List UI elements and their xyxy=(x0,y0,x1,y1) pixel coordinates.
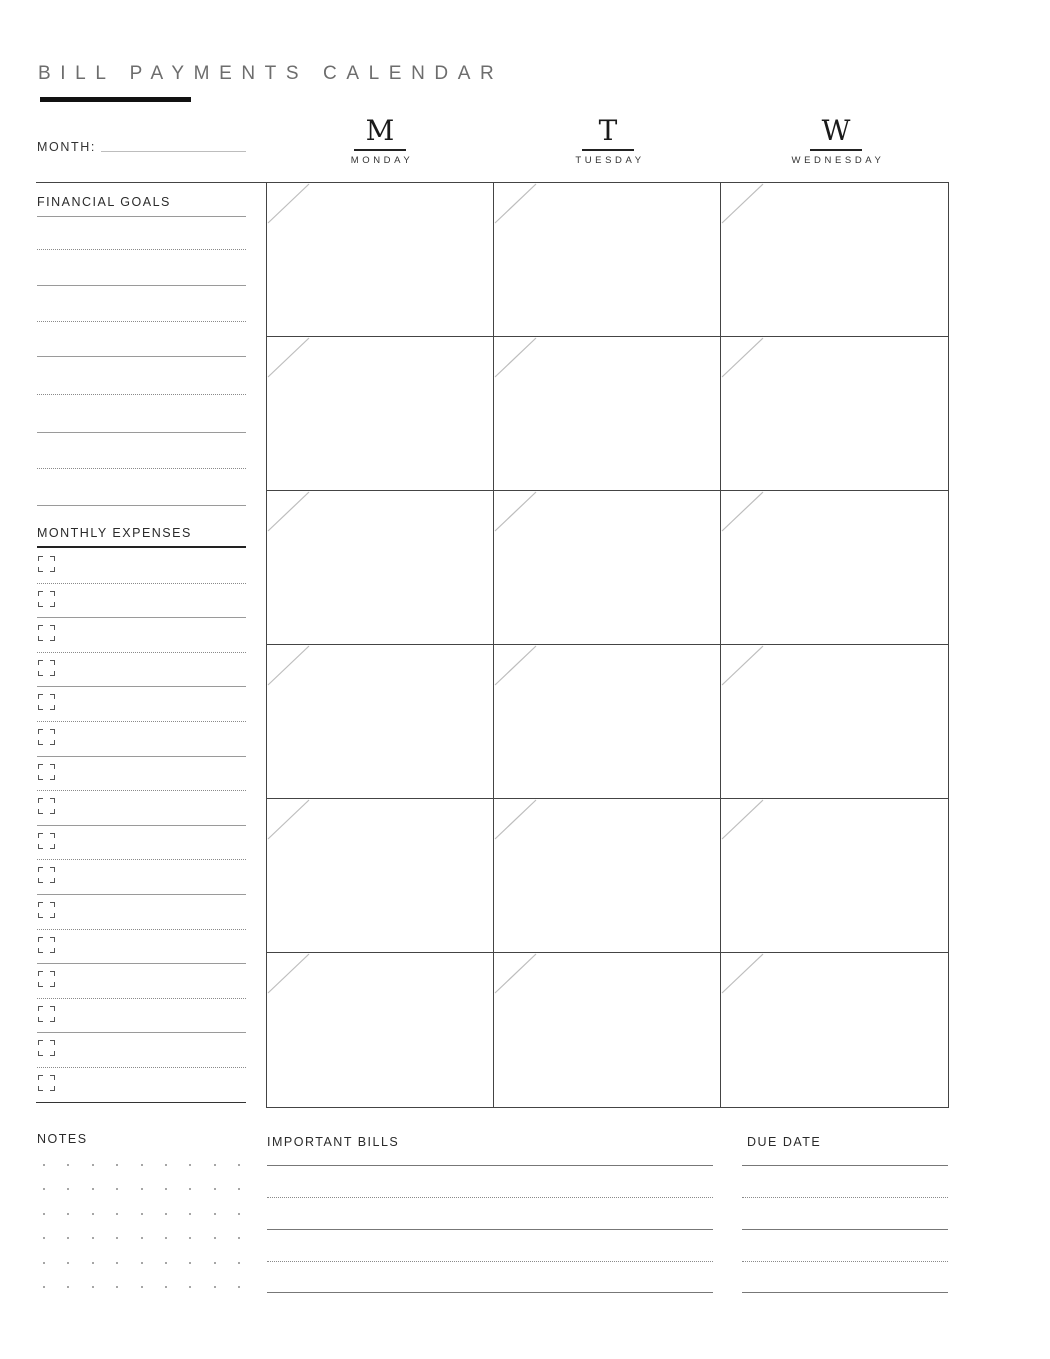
checkbox-corner xyxy=(50,878,55,883)
expense-checkbox[interactable] xyxy=(38,902,55,918)
checkbox-corner xyxy=(50,636,55,641)
checkbox-corner xyxy=(38,671,43,676)
expense-separator xyxy=(37,686,246,687)
expense-checkbox[interactable] xyxy=(38,556,55,572)
expense-separator xyxy=(37,998,246,999)
checkbox-corner xyxy=(50,625,55,630)
checkbox-corner xyxy=(50,660,55,665)
note-dot xyxy=(92,1164,94,1166)
day-rule xyxy=(810,149,862,151)
note-dot xyxy=(141,1286,143,1288)
expense-item-text[interactable] xyxy=(62,694,242,712)
calendar-day-cell[interactable] xyxy=(267,953,494,1107)
expense-separator xyxy=(37,929,246,930)
financial-goal-line[interactable] xyxy=(37,505,246,506)
month-label: MONTH: xyxy=(37,140,96,154)
due-date-line[interactable] xyxy=(742,1261,948,1262)
date-corner-diagonal xyxy=(721,337,765,379)
calendar-day-cell[interactable] xyxy=(267,799,494,953)
note-dot xyxy=(141,1164,143,1166)
calendar-day-cell[interactable] xyxy=(721,337,948,491)
expense-item-text[interactable] xyxy=(62,1040,242,1058)
note-dot xyxy=(238,1286,240,1288)
expense-separator xyxy=(37,963,246,964)
day-header-tuesday xyxy=(494,116,722,166)
checkbox-corner xyxy=(50,948,55,953)
expense-checkbox[interactable] xyxy=(38,764,55,780)
expense-separator xyxy=(37,617,246,618)
checkbox-corner xyxy=(38,798,43,803)
checkbox-corner xyxy=(38,694,43,699)
date-corner-diagonal xyxy=(267,645,311,687)
expense-separator xyxy=(37,1067,246,1068)
note-dot xyxy=(189,1164,191,1166)
checkbox-corner xyxy=(38,867,43,872)
expense-checkbox[interactable] xyxy=(38,694,55,710)
sidebar-top-rule xyxy=(36,182,266,183)
date-corner-diagonal xyxy=(721,645,765,687)
checkbox-corner xyxy=(50,740,55,745)
expense-checkbox[interactable] xyxy=(38,729,55,745)
expense-item-text[interactable] xyxy=(62,660,242,678)
checkbox-corner xyxy=(38,1075,43,1080)
note-dot xyxy=(67,1286,69,1288)
monthly-expenses-label: MONTHLY EXPENSES xyxy=(37,526,192,540)
note-dot xyxy=(214,1262,216,1264)
expense-checkbox[interactable] xyxy=(38,660,55,676)
date-corner-diagonal xyxy=(267,953,311,995)
note-dot xyxy=(141,1188,143,1190)
note-dot xyxy=(165,1213,167,1215)
note-dot xyxy=(214,1164,216,1166)
checkbox-corner xyxy=(38,902,43,907)
day-name: WEDNESDAY xyxy=(791,155,885,166)
financial-goals-rule xyxy=(37,216,246,217)
day-rule xyxy=(354,149,406,151)
important-bill-line[interactable] xyxy=(267,1165,713,1166)
expense-checkbox[interactable] xyxy=(38,798,55,814)
calendar-day-cell[interactable] xyxy=(494,645,721,799)
day-letter: M xyxy=(365,114,395,147)
date-corner-diagonal xyxy=(721,183,765,225)
checkbox-corner xyxy=(38,1051,43,1056)
note-dot xyxy=(67,1188,69,1190)
expense-checkbox[interactable] xyxy=(38,867,55,883)
note-dot xyxy=(92,1213,94,1215)
checkbox-corner xyxy=(50,867,55,872)
checkbox-corner xyxy=(38,625,43,630)
notes-label: NOTES xyxy=(37,1132,88,1146)
date-corner-diagonal xyxy=(494,645,538,687)
note-dot xyxy=(214,1286,216,1288)
checkbox-corner xyxy=(50,556,55,561)
checkbox-corner xyxy=(38,740,43,745)
checkbox-corner xyxy=(38,775,43,780)
calendar-day-cell[interactable] xyxy=(721,953,948,1107)
note-dot xyxy=(165,1262,167,1264)
calendar-day-cell[interactable] xyxy=(267,183,494,337)
expense-checkbox[interactable] xyxy=(38,1040,55,1056)
date-corner-diagonal xyxy=(494,799,538,841)
financial-goal-line[interactable] xyxy=(37,321,246,322)
note-dot xyxy=(189,1188,191,1190)
calendar-day-cell[interactable] xyxy=(267,337,494,491)
checkbox-corner xyxy=(50,913,55,918)
checkbox-corner xyxy=(50,1040,55,1045)
note-dot xyxy=(189,1237,191,1239)
checkbox-corner xyxy=(50,1006,55,1011)
important-bills-label: IMPORTANT BILLS xyxy=(267,1135,400,1149)
expense-checkbox[interactable] xyxy=(38,937,55,953)
note-dot xyxy=(43,1262,45,1264)
checkbox-corner xyxy=(38,660,43,665)
due-date-label: DUE DATE xyxy=(747,1135,822,1149)
expense-item-text[interactable] xyxy=(62,971,242,989)
expense-separator xyxy=(37,1032,246,1033)
checkbox-corner xyxy=(50,567,55,572)
checkbox-corner xyxy=(38,729,43,734)
date-corner-diagonal xyxy=(494,337,538,379)
calendar-grid xyxy=(266,182,949,1108)
note-dot xyxy=(238,1262,240,1264)
checkbox-corner xyxy=(38,1040,43,1045)
note-dot xyxy=(116,1237,118,1239)
due-date-line[interactable] xyxy=(742,1197,948,1198)
date-corner-diagonal xyxy=(267,799,311,841)
checkbox-corner xyxy=(38,1017,43,1022)
checkbox-corner xyxy=(38,567,43,572)
checkbox-corner xyxy=(50,833,55,838)
expense-separator xyxy=(37,652,246,653)
checkbox-corner xyxy=(38,705,43,710)
checkbox-corner xyxy=(50,602,55,607)
note-dot xyxy=(189,1262,191,1264)
checkbox-corner xyxy=(38,764,43,769)
date-corner-diagonal xyxy=(267,183,311,225)
important-bill-line[interactable] xyxy=(267,1229,713,1230)
due-date-line[interactable] xyxy=(742,1292,948,1293)
expense-checkbox[interactable] xyxy=(38,1006,55,1022)
expense-checkbox[interactable] xyxy=(38,591,55,607)
calendar-day-cell[interactable] xyxy=(494,491,721,645)
calendar-day-cell[interactable] xyxy=(267,645,494,799)
expense-item-text[interactable] xyxy=(62,556,242,574)
expense-checkbox[interactable] xyxy=(38,971,55,987)
day-header-wednesday xyxy=(722,116,950,166)
checkbox-corner xyxy=(38,844,43,849)
checkbox-corner xyxy=(38,913,43,918)
day-letter: W xyxy=(821,114,851,147)
checkbox-corner xyxy=(50,1017,55,1022)
expense-separator xyxy=(37,756,246,757)
note-dot xyxy=(116,1164,118,1166)
note-dot xyxy=(141,1262,143,1264)
calendar-day-cell[interactable] xyxy=(721,491,948,645)
financial-goal-line[interactable] xyxy=(37,468,246,469)
note-dot xyxy=(43,1188,45,1190)
date-corner-diagonal xyxy=(721,491,765,533)
checkbox-corner xyxy=(50,775,55,780)
calendar-day-cell[interactable] xyxy=(494,183,721,337)
expense-item-text[interactable] xyxy=(62,625,242,643)
expense-item-text[interactable] xyxy=(62,591,242,609)
note-dot xyxy=(67,1164,69,1166)
expense-item-text[interactable] xyxy=(62,1006,242,1024)
title-underline xyxy=(40,97,191,102)
calendar-day-cell[interactable] xyxy=(494,953,721,1107)
checkbox-corner xyxy=(38,971,43,976)
note-dot xyxy=(238,1237,240,1239)
note-dot xyxy=(92,1188,94,1190)
day-letter: T xyxy=(598,114,618,147)
expense-checkbox[interactable] xyxy=(38,625,55,641)
date-corner-diagonal xyxy=(494,491,538,533)
checkbox-corner xyxy=(50,729,55,734)
note-dot xyxy=(116,1262,118,1264)
calendar-day-cell[interactable] xyxy=(494,337,721,491)
calendar-day-cell[interactable] xyxy=(721,183,948,337)
date-corner-diagonal xyxy=(494,953,538,995)
note-dot xyxy=(43,1164,45,1166)
checkbox-corner xyxy=(50,1086,55,1091)
note-dot xyxy=(92,1237,94,1239)
page-title: BILL PAYMENTS CALENDAR xyxy=(38,63,504,84)
financial-goal-line[interactable] xyxy=(37,285,246,286)
due-date-line[interactable] xyxy=(742,1165,948,1166)
expense-separator xyxy=(37,583,246,584)
checkbox-corner xyxy=(50,694,55,699)
date-corner-diagonal xyxy=(494,183,538,225)
expense-separator xyxy=(37,859,246,860)
checkbox-corner xyxy=(50,1051,55,1056)
checkbox-corner xyxy=(38,636,43,641)
checkbox-corner xyxy=(50,982,55,987)
expense-item-text[interactable] xyxy=(62,902,242,920)
checkbox-corner xyxy=(38,556,43,561)
checkbox-corner xyxy=(50,671,55,676)
expense-checkbox[interactable] xyxy=(38,1075,55,1091)
note-dot xyxy=(238,1164,240,1166)
expense-item-text[interactable] xyxy=(62,798,242,816)
checkbox-corner xyxy=(38,833,43,838)
expense-separator xyxy=(36,1102,246,1103)
note-dot xyxy=(165,1286,167,1288)
important-bill-line[interactable] xyxy=(267,1197,713,1198)
month-input-line[interactable] xyxy=(101,151,246,152)
financial-goals-label: FINANCIAL GOALS xyxy=(37,195,171,209)
checkbox-corner xyxy=(50,798,55,803)
calendar-day-cell[interactable] xyxy=(721,799,948,953)
checkbox-corner xyxy=(50,1075,55,1080)
note-dot xyxy=(214,1237,216,1239)
monthly-expenses-rule xyxy=(37,546,246,548)
financial-goal-line[interactable] xyxy=(37,432,246,433)
note-dot xyxy=(43,1286,45,1288)
checkbox-corner xyxy=(50,844,55,849)
checkbox-corner xyxy=(38,948,43,953)
date-corner-diagonal xyxy=(721,953,765,995)
calendar-day-cell[interactable] xyxy=(494,799,721,953)
date-corner-diagonal xyxy=(267,337,311,379)
note-dot xyxy=(92,1286,94,1288)
calendar-day-cell[interactable] xyxy=(721,645,948,799)
note-dot xyxy=(165,1237,167,1239)
note-dot xyxy=(67,1237,69,1239)
note-dot xyxy=(238,1213,240,1215)
note-dot xyxy=(67,1213,69,1215)
note-dot xyxy=(67,1262,69,1264)
important-bill-line[interactable] xyxy=(267,1292,713,1293)
due-date-line[interactable] xyxy=(742,1229,948,1230)
day-rule xyxy=(582,149,634,151)
checkbox-corner xyxy=(38,1086,43,1091)
checkbox-corner xyxy=(50,705,55,710)
checkbox-corner xyxy=(38,591,43,596)
checkbox-corner xyxy=(50,902,55,907)
note-dot xyxy=(189,1213,191,1215)
note-dot xyxy=(92,1262,94,1264)
note-dot xyxy=(214,1213,216,1215)
note-dot xyxy=(165,1164,167,1166)
financial-goal-line[interactable] xyxy=(37,249,246,250)
date-corner-diagonal xyxy=(267,491,311,533)
expense-separator xyxy=(37,825,246,826)
expense-item-text[interactable] xyxy=(62,937,242,955)
checkbox-corner xyxy=(50,937,55,942)
checkbox-corner xyxy=(50,591,55,596)
checkbox-corner xyxy=(38,1006,43,1011)
checkbox-corner xyxy=(50,809,55,814)
financial-goal-line[interactable] xyxy=(37,394,246,395)
note-dot xyxy=(116,1286,118,1288)
expense-separator xyxy=(37,790,246,791)
checkbox-corner xyxy=(50,971,55,976)
note-dot xyxy=(116,1188,118,1190)
day-header-monday xyxy=(266,116,494,166)
expense-item-text[interactable] xyxy=(62,729,242,747)
note-dot xyxy=(43,1213,45,1215)
expense-item-text[interactable] xyxy=(62,764,242,782)
checkbox-corner xyxy=(38,982,43,987)
expense-checkbox[interactable] xyxy=(38,833,55,849)
checkbox-corner xyxy=(38,602,43,607)
expense-item-text[interactable] xyxy=(62,1075,242,1093)
day-name: TUESDAY xyxy=(575,155,645,166)
expense-separator xyxy=(37,894,246,895)
note-dot xyxy=(238,1188,240,1190)
checkbox-corner xyxy=(38,937,43,942)
note-dot xyxy=(189,1286,191,1288)
expense-item-text[interactable] xyxy=(62,833,242,851)
checkbox-corner xyxy=(50,764,55,769)
expense-separator xyxy=(37,721,246,722)
note-dot xyxy=(165,1188,167,1190)
note-dot xyxy=(141,1237,143,1239)
note-dot xyxy=(116,1213,118,1215)
note-dot xyxy=(141,1213,143,1215)
note-dot xyxy=(214,1188,216,1190)
important-bill-line[interactable] xyxy=(267,1261,713,1262)
calendar-day-cell[interactable] xyxy=(267,491,494,645)
expense-item-text[interactable] xyxy=(62,867,242,885)
date-corner-diagonal xyxy=(721,799,765,841)
checkbox-corner xyxy=(38,878,43,883)
day-name: MONDAY xyxy=(350,155,414,166)
checkbox-corner xyxy=(38,809,43,814)
note-dot xyxy=(43,1237,45,1239)
financial-goal-line[interactable] xyxy=(37,356,246,357)
